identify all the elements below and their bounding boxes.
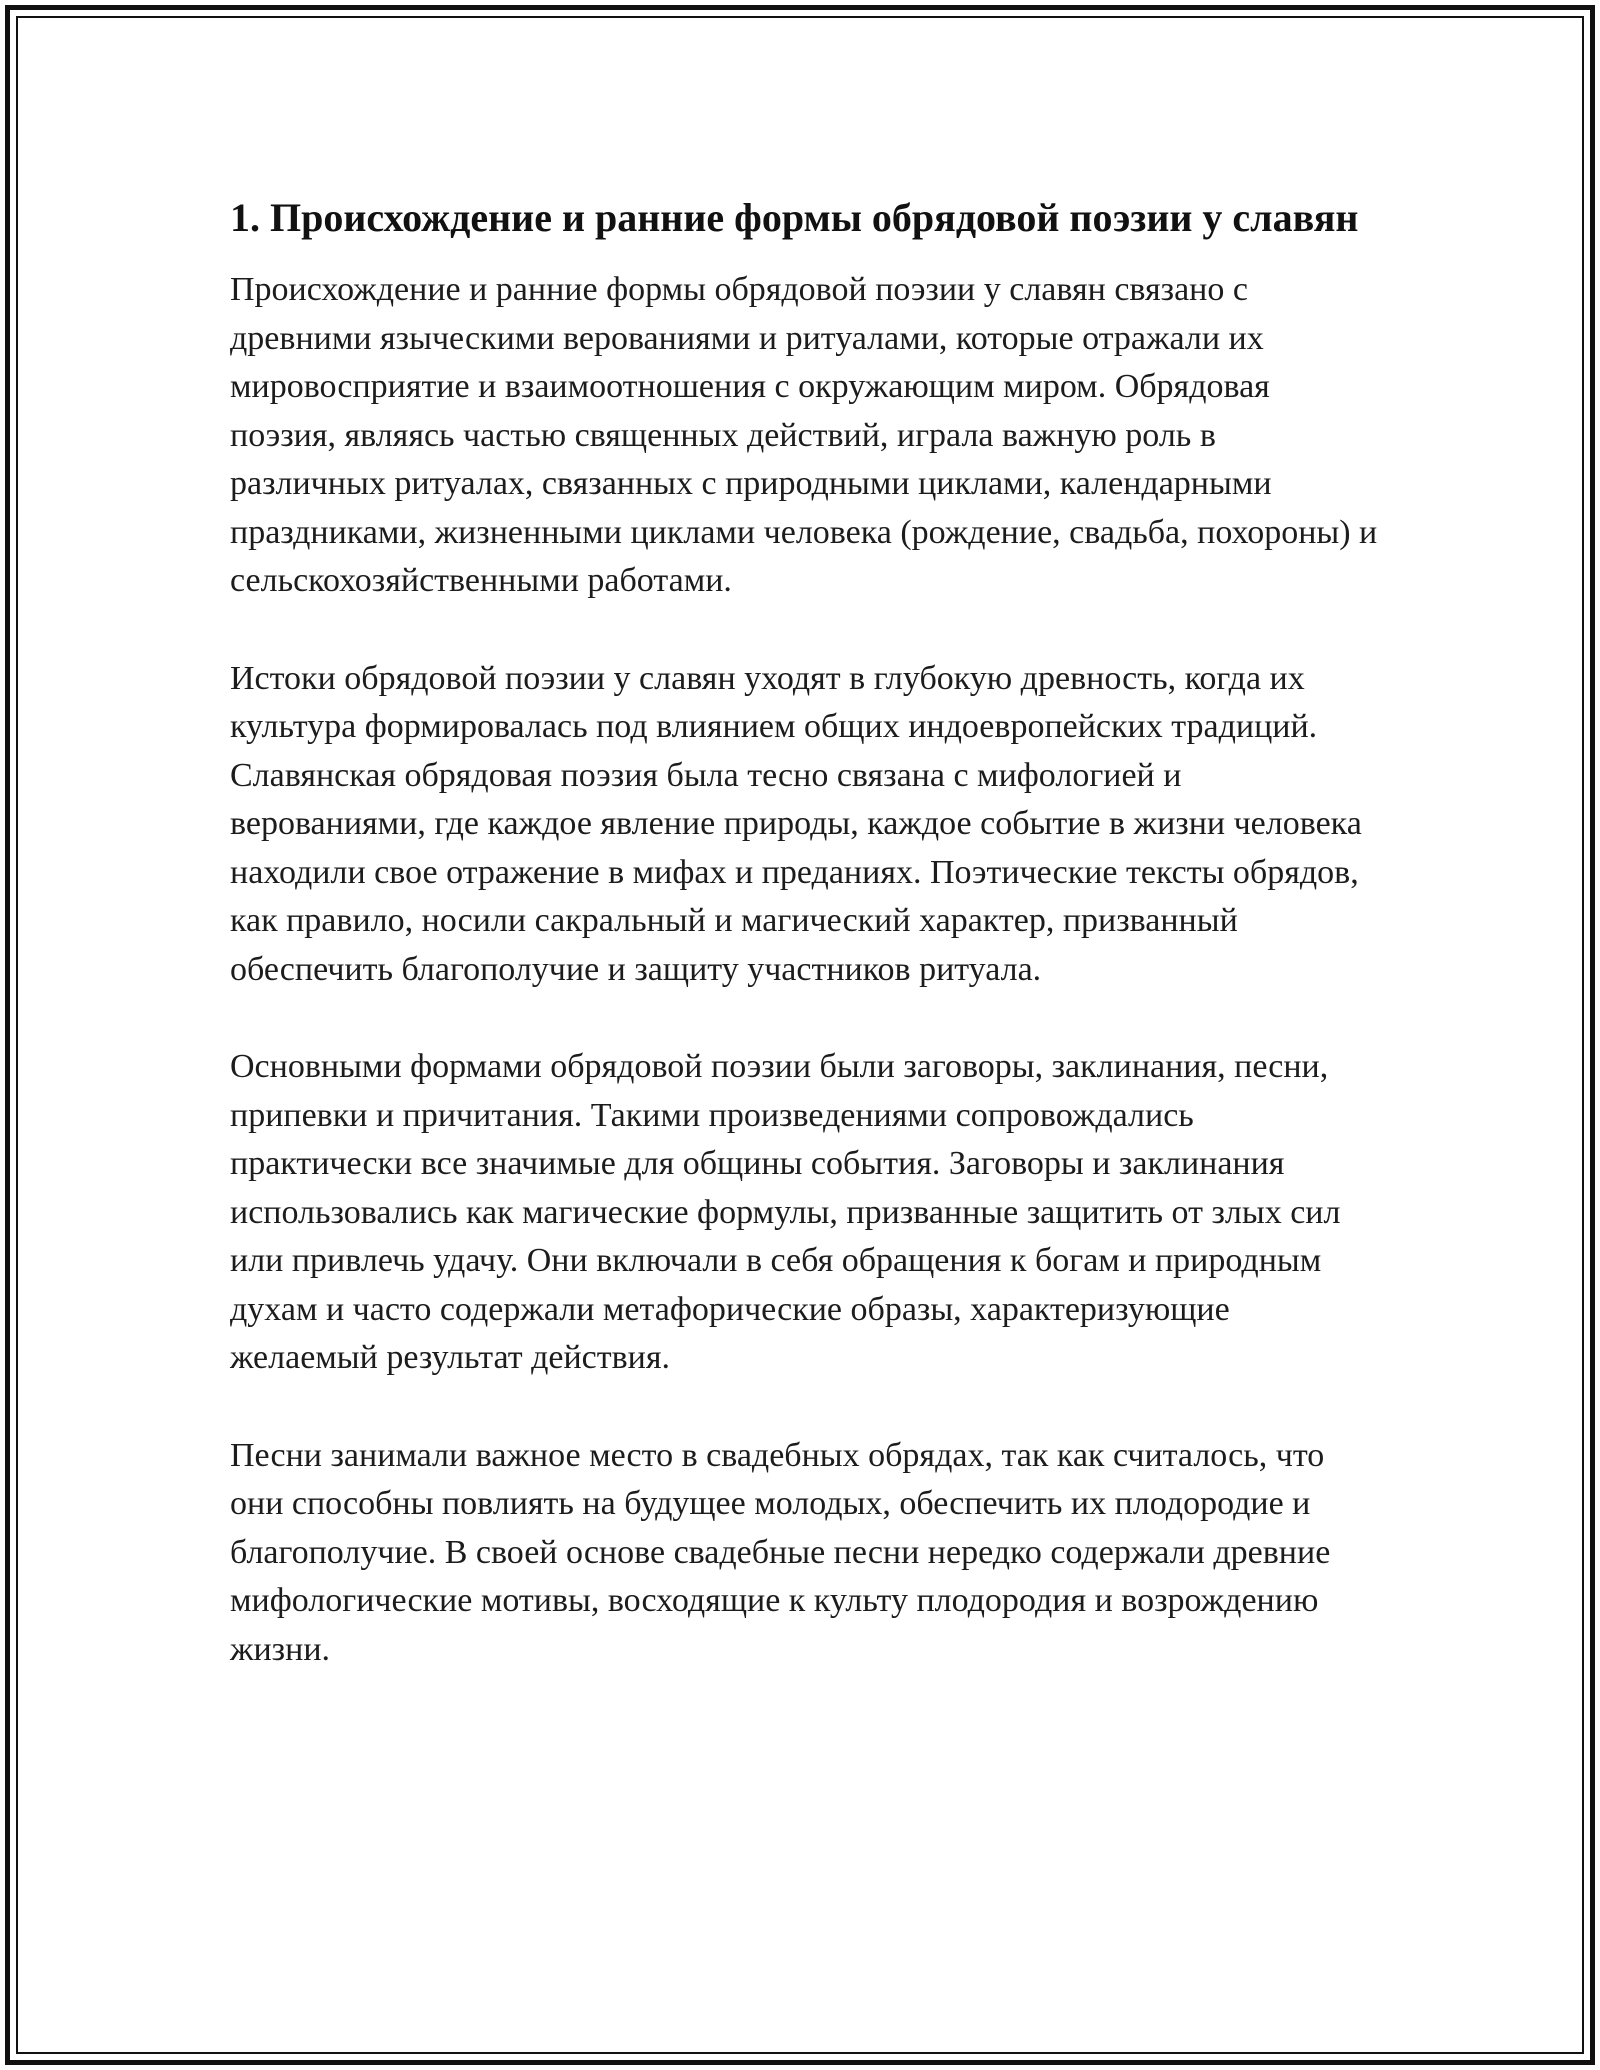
paragraph-4: Песни занимали важное место в свадебных обрядах, так как считалось, что они способны повлиять на будущее молодых, обеспечить их плодородие и благополучие. В своей основе свадебные песни нередко содержали древние мифологические мотивы, восходящие к культу плодородия и возрождению жизни. <box>230 1436 1331 1668</box>
section-heading: 1. Происхождение и ранние формы обрядовой поэзии у славян <box>230 195 1359 240</box>
document-content <box>230 190 1380 1723</box>
document-page <box>5 5 1595 2065</box>
paragraph-2: Истоки обрядовой поэзии у славян уходят в глубокую древность, когда их культура формировалась под влиянием общих индоевропейских традиций. Славянская обрядовая поэзия была тесно связана с мифологией и верованиями, где каждое явление природы, каждое событие в жизни человека находили свое отражение в мифах и преданиях. Поэтические тексты обрядов, как правило, носили сакральный и магический характер, призванный обеспечить благополучие и защиту участников ритуала. <box>230 659 1362 988</box>
paragraph-3: Основными формами обрядовой поэзии были заговоры, заклинания, песни, припевки и причитания. Такими произведениями сопровождались практически все значимые для общины события. Заговоры и заклинания использовались как магические формулы, призванные защитить от злых сил или привлечь удачу. Они включали в себя обращения к богам и природным духам и часто содержали метафорические образы, характеризующие желаемый результат действия. <box>230 1048 1341 1376</box>
paragraph-1: Происхождение и ранние формы обрядовой поэзии у славян связано с древними языческими верованиями и ритуалами, которые отражали их мировосприятие и взаимоотношения с окружающим миром. Обрядовая поэзия, являясь частью священных действий, играла важную роль в различных ритуалах, связанных с природными циклами, календарными праздниками, жизненными циклами человека (рождение, свадьба, похороны) и сельскохозяйственными работами. <box>230 271 1378 599</box>
